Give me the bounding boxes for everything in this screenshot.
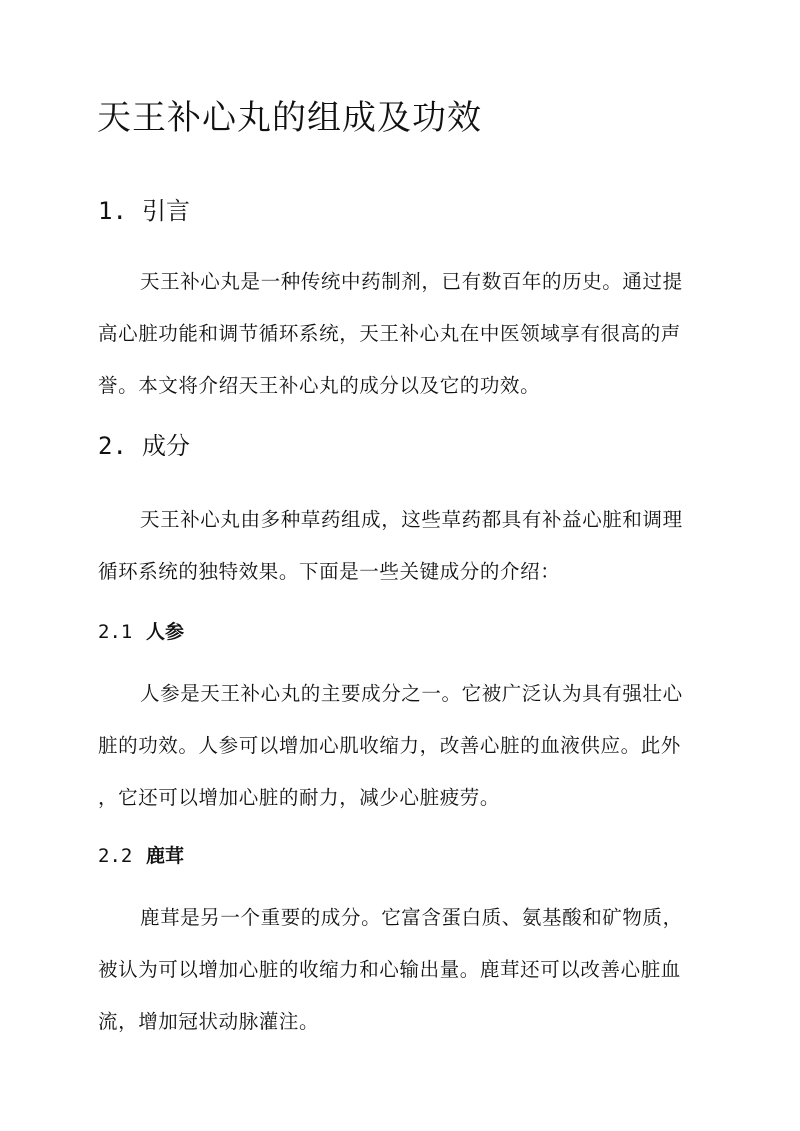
deer-antler-paragraph xyxy=(98,892,708,1048)
paragraph-line: ，它还可以增加心脏的耐力，减少心脏疲劳。 xyxy=(98,786,501,809)
section-heading-ingredients xyxy=(98,428,190,464)
section-heading-introduction xyxy=(98,193,190,229)
section-number: 1. xyxy=(98,197,127,225)
paragraph-line: 循环系统的独特效果。下面是一些关键成分的介绍： xyxy=(98,560,561,583)
paragraph-line: 誉。本文将介绍天王补心丸的成分以及它的功效。 xyxy=(98,374,541,397)
paragraph-line: 人参是天王补心丸的主要成分之一。它被广泛认为具有强壮心 xyxy=(140,682,683,705)
paragraph-line: 天王补心丸由多种草药组成，这些草药都具有补益心脏和调理 xyxy=(140,508,683,531)
paragraph-line: 脏的功效。人参可以增加心肌收缩力，改善心脏的血液供应。此外 xyxy=(98,734,681,757)
paragraph-line: 被认为可以增加心脏的收缩力和心输出量。鹿茸还可以改善心脏血 xyxy=(98,958,681,981)
section-title: 成分 xyxy=(142,432,190,460)
subsection-title: 人参 xyxy=(146,621,185,643)
subsection-number: 2.1 xyxy=(98,621,133,643)
subsection-number: 2.2 xyxy=(98,845,133,867)
subsection-title: 鹿茸 xyxy=(146,845,185,867)
subsection-heading-deer-antler xyxy=(98,841,184,871)
subsection-heading-ginseng xyxy=(98,617,184,647)
paragraph-line: 鹿茸是另一个重要的成分。它富含蛋白质、氨基酸和矿物质， xyxy=(140,906,683,929)
ginseng-paragraph xyxy=(98,668,708,824)
section-number: 2. xyxy=(98,432,127,460)
paragraph-line: 天王补心丸是一种传统中药制剂，已有数百年的历史。通过提 xyxy=(140,270,683,293)
section-title: 引言 xyxy=(142,197,190,225)
introduction-paragraph xyxy=(98,256,708,412)
ingredients-paragraph xyxy=(98,494,708,598)
paragraph-line: 高心脏功能和调节循环系统，天王补心丸在中医领域享有很高的声 xyxy=(98,322,681,345)
document-title: 天王补心丸的组成及功效 xyxy=(97,98,482,138)
paragraph-line: 流，增加冠状动脉灌注。 xyxy=(98,1010,320,1033)
